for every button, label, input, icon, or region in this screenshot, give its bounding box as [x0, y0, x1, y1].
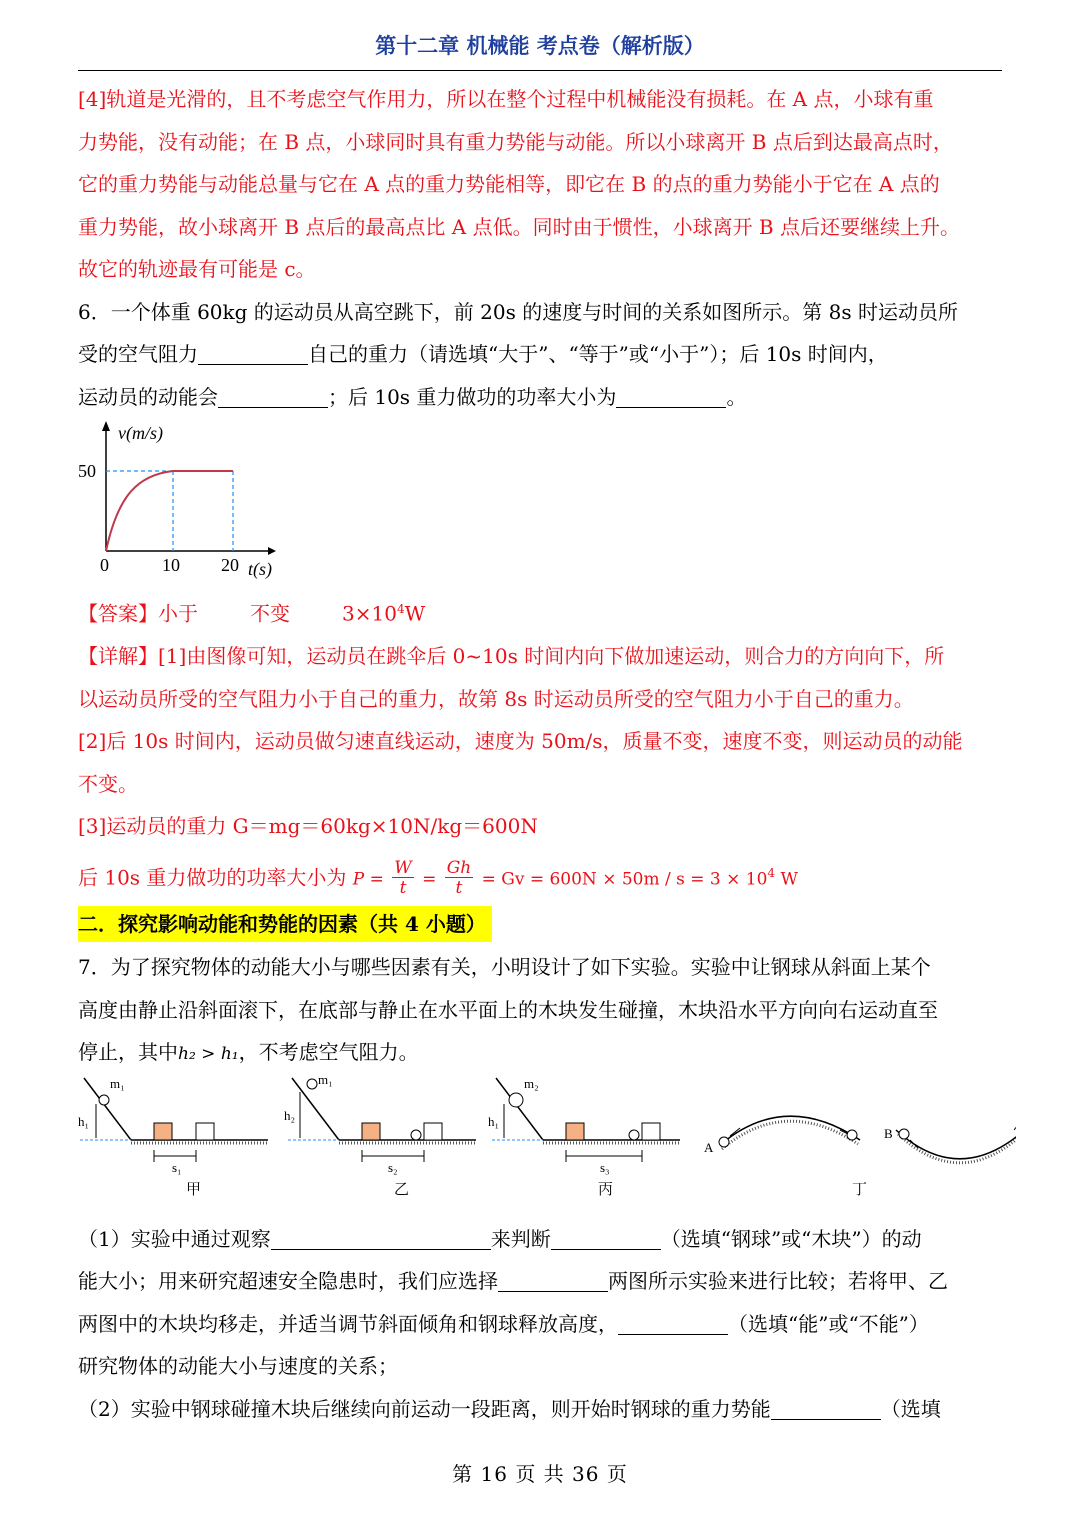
- q7-text: （1）实验中通过观察: [78, 1226, 271, 1251]
- q7-sub2-line1: [78, 1388, 1004, 1431]
- answer-1: 小于: [158, 601, 198, 626]
- experiment-figures: [76, 1070, 1016, 1205]
- q7-text: 能大小；用来研究超速安全隐患时，我们应选择: [78, 1269, 498, 1294]
- mass-label: m₁: [110, 1076, 125, 1091]
- answer-blank[interactable]: [771, 1397, 881, 1420]
- prev-analysis: [78, 78, 1004, 291]
- mass-label: m₂: [524, 1076, 539, 1091]
- answer-3: 3×10: [342, 601, 397, 626]
- q7-text: 两图所示实验来进行比较；若将甲、乙: [608, 1269, 948, 1294]
- q7-line1: 7．为了探究物体的动能大小与哪些因素有关，小明设计了如下实验。实验中让钢球从斜面上某个: [78, 955, 931, 980]
- q7-text: （选填: [880, 1396, 941, 1421]
- q6-text: 。: [726, 384, 747, 409]
- mass-label: m₁: [318, 1072, 333, 1087]
- page-content: [78, 78, 1004, 1430]
- figure-label: 丙: [598, 1182, 614, 1198]
- q7-sub1-line4: 研究物体的动能大小与速度的关系；: [78, 1354, 398, 1379]
- y-axis-arrow: [102, 421, 110, 431]
- q6-detail-line: 不变。: [78, 771, 138, 796]
- analysis-line: 力势能，没有动能；在 B 点，小球同时具有重力势能与动能。所以小球离开 B 点后到达最高点时，: [78, 129, 953, 154]
- q7-text: （选填“能”或“不能”）: [728, 1311, 929, 1336]
- q7-sub1-line3: [78, 1303, 1004, 1346]
- point-label-b: B: [884, 1126, 893, 1141]
- distance-label: s₂: [388, 1160, 398, 1175]
- page-footer: [0, 1458, 1080, 1487]
- answer-blank[interactable]: [218, 385, 328, 408]
- x-axis-label: t(s): [248, 559, 272, 579]
- height-label: h₁: [78, 1114, 90, 1129]
- analysis-line: [4]轨道是光滑的，且不考虑空气作用力，所以在整个过程中机械能没有损耗。在 A 点，小球有重: [78, 87, 934, 111]
- q7-text: （选填“钢球”或“木块”）的动: [660, 1226, 922, 1251]
- page-header: [78, 30, 1002, 71]
- answer-blank[interactable]: [551, 1227, 661, 1250]
- q6-line3: [78, 376, 1004, 419]
- q6-detail-line: [3]运动员的重力 G＝mg＝60kg×10N/kg＝600N: [78, 814, 538, 839]
- frac-den: t: [399, 878, 407, 899]
- x-axis-arrow: [268, 547, 276, 555]
- q7-text: 两图中的木块均移走，并适当调节斜面倾角和钢球释放高度，: [78, 1311, 618, 1336]
- fraction-w-t: [392, 860, 413, 897]
- page-number: 第 16 页 共 36 页: [452, 1462, 628, 1486]
- power-prefix: 后 10s 重力做功的功率大小为: [78, 865, 347, 890]
- height-label: h₁: [488, 1114, 500, 1129]
- q6-detail-line: [78, 635, 1004, 678]
- section-title: 二．探究影响动能和势能的因素（共 4 小题）: [78, 906, 492, 942]
- q6-line1: 6．一个体重 60kg 的运动员从高空跳下，前 20s 的速度与时间的关系如图所示。第 8s 时运动员所: [78, 299, 958, 324]
- q7-sub1-line2: [78, 1260, 1004, 1303]
- q7-text: （2）实验中钢球碰撞木块后继续向前运动一段距离，则开始时钢球的重力势能: [78, 1396, 771, 1421]
- q6-text: ；后 10s 重力做功的功率大小为: [328, 384, 617, 409]
- answer-3-unit: W: [404, 601, 426, 626]
- formula-exp: 4: [767, 865, 776, 880]
- formula-p: P =: [352, 869, 384, 890]
- q6-detail-line: [2]后 10s 时间内，运动员做匀速直线运动，速度为 50m/s，质量不变，速度不变，则运动员的动能: [78, 729, 963, 754]
- point-label-a: A: [704, 1140, 714, 1155]
- frac-num: Gh: [446, 858, 472, 879]
- q7-text: 停止，其中: [78, 1040, 178, 1065]
- q6-detail-line: 以运动员所受的空气阻力小于自己的重力，故第 8s 时运动员所受的空气阻力小于自己的重力。: [78, 686, 914, 711]
- figure-bing: [488, 1076, 680, 1198]
- frac-num: W: [394, 858, 412, 879]
- q7-text: ，不考虑空气阻力。: [238, 1040, 419, 1065]
- answer-blank[interactable]: [198, 342, 308, 365]
- analysis-line: 重力势能，故小球离开 B 点后的最高点比 A 点低。同时由于惯性，小球离开 B 点后还要继续上升。: [78, 214, 960, 239]
- figure-jia: [78, 1076, 268, 1198]
- answer-2: 不变: [250, 601, 290, 626]
- header-title: 第十二章 机械能 考点卷（解析版）: [375, 33, 705, 58]
- q6-power-line: [78, 848, 1004, 905]
- answer-blank[interactable]: [616, 385, 726, 408]
- velocity-time-graph: [78, 415, 298, 585]
- frac-den: t: [455, 878, 463, 899]
- q7-sub1-line1: [78, 1218, 1004, 1261]
- detail-text: [1]由图像可知，运动员在跳伞后 0~10s 时间内向下做加速运动，则合力的方向向下，所: [158, 644, 945, 669]
- answer-blank[interactable]: [618, 1312, 728, 1335]
- figure-label: 丁: [852, 1182, 868, 1198]
- distance-label: s₃: [600, 1160, 610, 1175]
- q6-text: 受的空气阻力: [78, 342, 198, 366]
- y-axis-label: v(m/s): [118, 423, 163, 443]
- q6-text: 自己的重力（请选填“大于”、“等于”或“小于”）；后 10s 时间内，: [308, 342, 888, 366]
- x-tick-0: 0: [100, 555, 109, 575]
- figure-label: 乙: [394, 1182, 410, 1198]
- formula-unit: W: [775, 869, 798, 890]
- figure-ding: [704, 1116, 1016, 1198]
- question-6: [78, 291, 1004, 905]
- figure-yi: [284, 1072, 476, 1198]
- q7-text: 来判断: [490, 1226, 551, 1251]
- analysis-line: 它的重力势能与动能总量与它在 A 点的重力势能相等，即它在 B 的点的重力势能小于它在 A 点的: [78, 172, 940, 196]
- q6-text: 运动员的动能会: [78, 384, 218, 409]
- answer-blank[interactable]: [271, 1227, 491, 1250]
- section-2-heading: [78, 906, 1004, 942]
- height-label: h₂: [284, 1108, 296, 1123]
- answer-label: 【答案】: [78, 601, 158, 626]
- detail-label: 【详解】: [78, 644, 158, 669]
- answer-3-exp: 4: [396, 602, 405, 616]
- q7-math: h₂ > h₁: [178, 1044, 239, 1065]
- fraction-gh-t: [445, 860, 474, 897]
- answer-blank[interactable]: [498, 1269, 608, 1292]
- velocity-curve: [106, 471, 233, 551]
- formula-rest: = Gv = 600N × 50m / s = 3 × 10: [481, 869, 768, 890]
- analysis-line: 故它的轨迹最有可能是 c。: [78, 257, 316, 281]
- q6-line2: [78, 333, 1004, 376]
- x-tick-20: 20: [221, 555, 239, 575]
- y-tick-50: 50: [78, 461, 96, 481]
- q6-answer: [78, 588, 1004, 635]
- x-tick-10: 10: [162, 555, 180, 575]
- formula-eq: =: [422, 869, 437, 890]
- distance-label: s₁: [172, 1160, 182, 1175]
- q7-line2: 高度由静止沿斜面滚下，在底部与静止在水平面上的木块发生碰撞，木块沿水平方向向右运动直至: [78, 997, 938, 1022]
- figure-label: 甲: [186, 1182, 202, 1198]
